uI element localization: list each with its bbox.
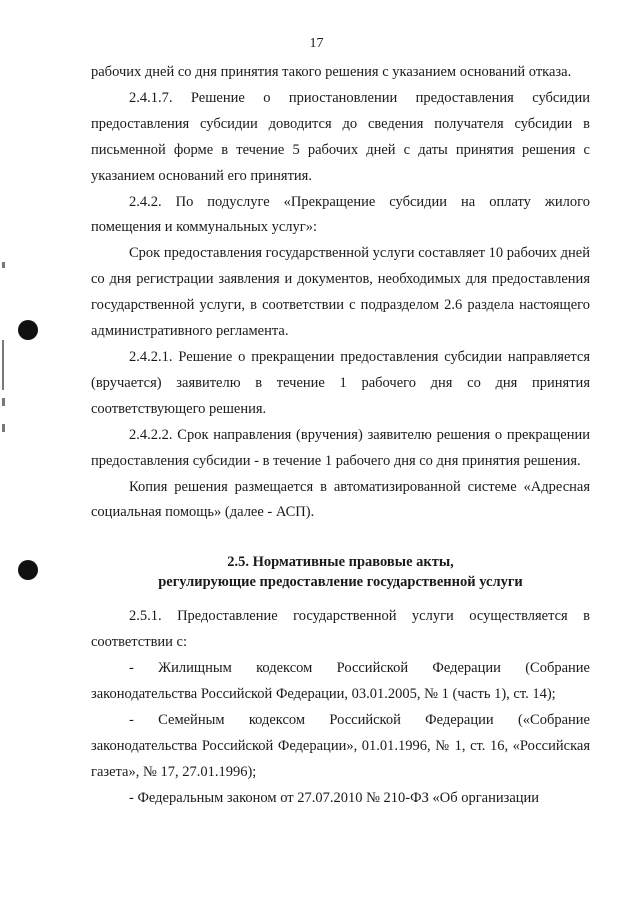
- list-item: - Жилищным кодексом Российской Федерации (Собрание законодательства Российской Федерации, 03.01.2005, № 1 (часть 1), ст. 14);: [91, 660, 590, 703]
- paragraph: Срок предоставления государственной услуги составляет 10 рабочих дней со дня регистрации заявления и документов, необходимых для предоставления государственной услуги, в соответствии с подразделом 2.6 раздела настоящего административного регламента.: [91, 245, 590, 340]
- paragraph: 2.4.1.7. Решение о приостановлении предоставления субсидии предоставления субсидии доводится до сведения получателя субсидии в письменной форме в течение 5 рабочих дней с даты принятия решения с указанием оснований его принятия.: [91, 89, 590, 184]
- paragraph: 2.4.2.2. Срок направления (вручения) заявителю решения о прекращении предоставления субсидии - в течение 1 рабочего дня со дня принятия решения.: [91, 426, 590, 469]
- paragraph: рабочих дней со дня принятия такого решения с указанием оснований отказа.: [91, 64, 572, 80]
- section-heading-line: 2.5. Нормативные правовые акты,: [227, 554, 454, 571]
- page-number: 17: [309, 36, 324, 51]
- section-heading-line: регулирующие предоставление государственной услуги: [158, 574, 523, 591]
- scan-edge-mark: [2, 340, 4, 390]
- section-heading: [91, 552, 590, 592]
- paragraph: 2.4.2. По подуслуге «Прекращение субсидии на оплату жилого помещения и коммунальных услуг»:: [91, 193, 590, 236]
- paragraph: Копия решения размещается в автоматизированной системе «Адресная социальная помощь» (далее - АСП).: [91, 478, 590, 521]
- scan-edge-mark: [2, 262, 5, 268]
- punch-hole: [18, 560, 38, 580]
- document-body: [91, 60, 590, 812]
- paragraph: 2.4.2.1. Решение о прекращении предоставления субсидии направляется (вручается) заявителю в течение 1 рабочего дня со дня принятия соответствующего решения.: [91, 348, 590, 417]
- paragraph: 2.5.1. Предоставление государственной услуги осуществляется в соответствии с:: [91, 608, 590, 651]
- list-item: - Семейным кодексом Российской Федерации («Собрание законодательства Российской Федерации», 01.01.1996, № 1, ст. 16, «Российская газета», № 17, 27.01.1996);: [91, 711, 590, 780]
- scan-edge-mark: [2, 398, 5, 406]
- punch-hole: [18, 320, 38, 340]
- scan-edge-mark: [2, 424, 5, 432]
- list-item: - Федеральным законом от 27.07.2010 № 210-ФЗ «Об организации: [129, 789, 540, 806]
